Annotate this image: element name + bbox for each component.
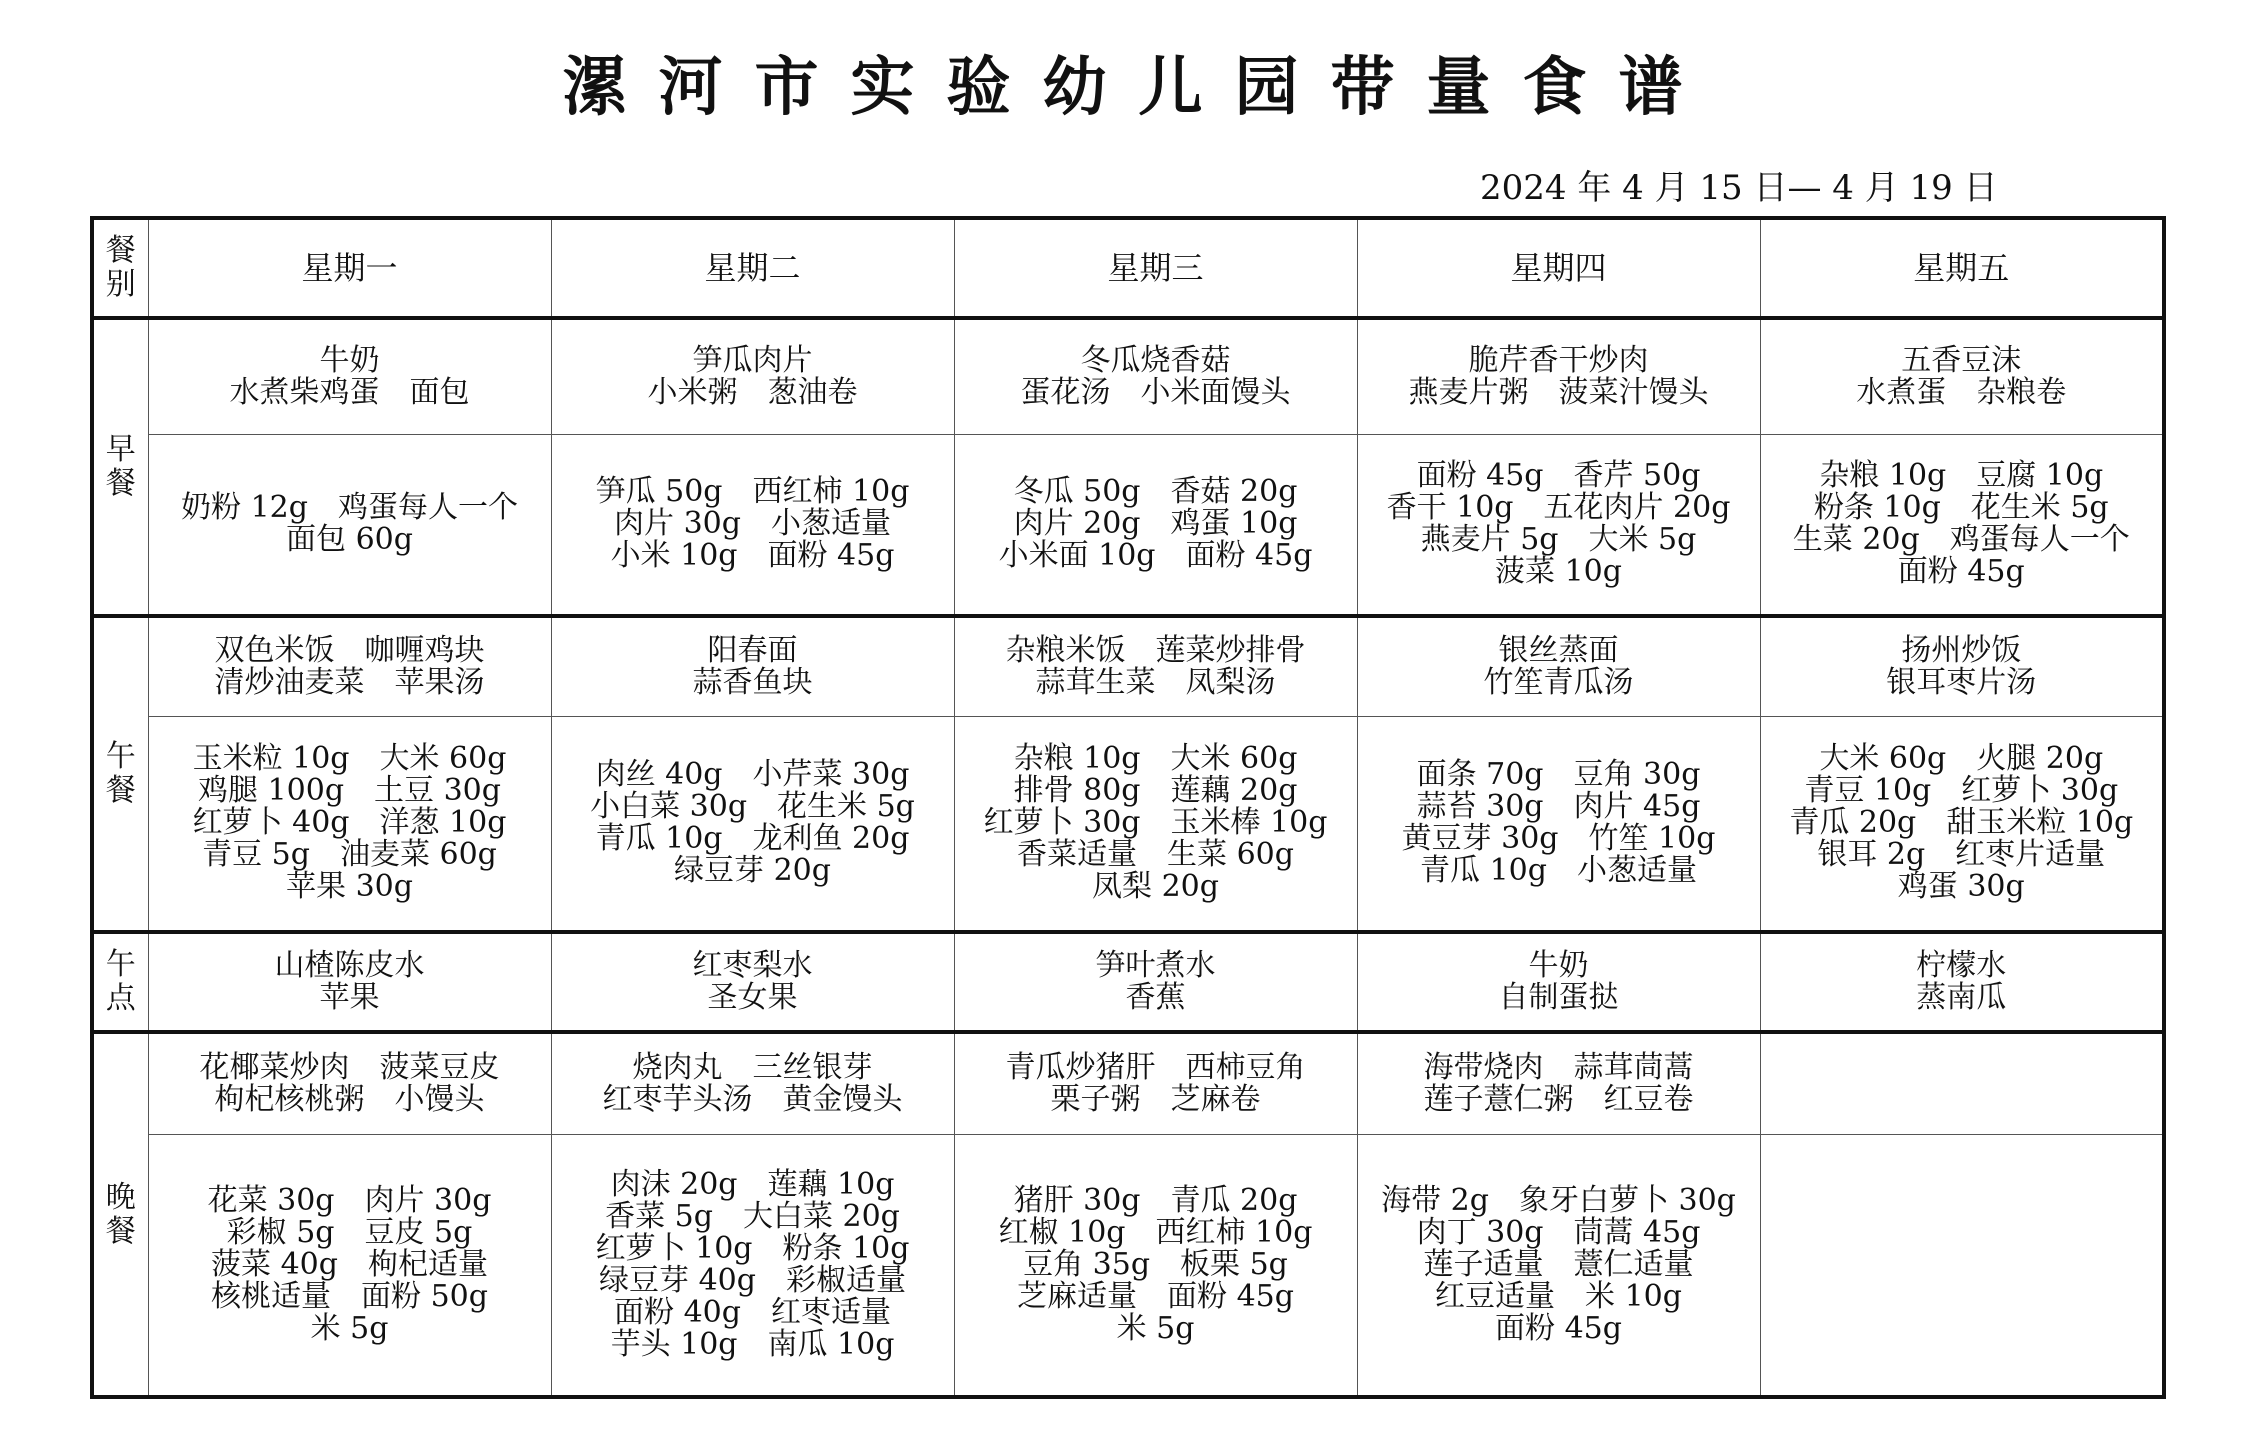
day-header-wednesday: 星期三 — [954, 218, 1357, 318]
ingredient-cell: 花菜 30g 肉片 30g 彩椒 5g 豆皮 5g 菠菜 40g 枸杞适量 核桃适量 面粉 50g 米 5g — [148, 1134, 551, 1397]
ingredient-cell: 面条 70g 豆角 30g 蒜苔 30g 肉片 45g 黄豆芽 30g 竹笙 10g 青瓜 10g 小葱适量 — [1357, 716, 1760, 932]
ingredient-cell: 面粉 45g 香芹 50g 香干 10g 五花肉片 20g 燕麦片 5g 大米 5g 菠菜 10g — [1357, 434, 1760, 616]
dish-cell: 阳春面 蒜香鱼块 — [551, 616, 954, 716]
dish-cell: 柠檬水 蒸南瓜 — [1760, 932, 2164, 1032]
ingredient-cell — [1760, 1134, 2164, 1397]
ingredient-cell: 海带 2g 象牙白萝卜 30g 肉丁 30g 茼蒿 45g 莲子适量 薏仁适量 红豆适量 米 10g 面粉 45g — [1357, 1134, 1760, 1397]
dish-cell: 双色米饭 咖喱鸡块 清炒油麦菜 苹果汤 — [148, 616, 551, 716]
meal-label-snack: 午点 — [92, 932, 148, 1032]
meal-label-dinner: 晚餐 — [92, 1032, 148, 1397]
day-header-tuesday: 星期二 — [551, 218, 954, 318]
breakfast-dishes-row — [92, 318, 2164, 434]
ingredient-cell: 冬瓜 50g 香菇 20g 肉片 20g 鸡蛋 10g 小米面 10g 面粉 45g — [954, 434, 1357, 616]
dish-cell: 扬州炒饭 银耳枣片汤 — [1760, 616, 2164, 716]
dish-cell: 牛奶 水煮柴鸡蛋 面包 — [148, 318, 551, 434]
ingredient-cell: 奶粉 12g 鸡蛋每人一个 面包 60g — [148, 434, 551, 616]
dish-cell: 杂粮米饭 莲菜炒排骨 蒜茸生菜 凤梨汤 — [954, 616, 1357, 716]
dish-cell: 笋叶煮水 香蕉 — [954, 932, 1357, 1032]
dish-cell — [1760, 1032, 2164, 1134]
ingredient-cell: 大米 60g 火腿 20g 青豆 10g 红萝卜 30g 青瓜 20g 甜玉米粒 10g 银耳 2g 红枣片适量 鸡蛋 30g — [1760, 716, 2164, 932]
dish-cell: 红枣梨水 圣女果 — [551, 932, 954, 1032]
dish-cell: 海带烧肉 蒜茸茼蒿 莲子薏仁粥 红豆卷 — [1357, 1032, 1760, 1134]
menu-table — [90, 216, 2166, 1399]
dish-cell: 五香豆沫 水煮蛋 杂粮卷 — [1760, 318, 2164, 434]
dish-cell: 牛奶 自制蛋挞 — [1357, 932, 1760, 1032]
ingredient-cell: 肉沫 20g 莲藕 10g 香菜 5g 大白菜 20g 红萝卜 10g 粉条 10g 绿豆芽 40g 彩椒适量 面粉 40g 红枣适量 芋头 10g 南瓜 10g — [551, 1134, 954, 1397]
dish-cell: 青瓜炒猪肝 西柿豆角 栗子粥 芝麻卷 — [954, 1032, 1357, 1134]
ingredient-cell: 猪肝 30g 青瓜 20g 红椒 10g 西红柿 10g 豆角 35g 板栗 5g 芝麻适量 面粉 45g 米 5g — [954, 1134, 1357, 1397]
day-header-monday: 星期一 — [148, 218, 551, 318]
dish-cell: 银丝蒸面 竹笙青瓜汤 — [1357, 616, 1760, 716]
day-header-friday: 星期五 — [1760, 218, 2164, 318]
dish-cell: 笋瓜肉片 小米粥 葱油卷 — [551, 318, 954, 434]
dinner-dishes-row — [92, 1032, 2164, 1134]
dish-cell: 脆芹香干炒肉 燕麦片粥 菠菜汁馒头 — [1357, 318, 1760, 434]
ingredient-cell: 玉米粒 10g 大米 60g 鸡腿 100g 土豆 30g 红萝卜 40g 洋葱 10g 青豆 5g 油麦菜 60g 苹果 30g — [148, 716, 551, 932]
page-title: 漯河市实验幼儿园带量食谱 — [562, 50, 1715, 125]
lunch-dishes-row — [92, 616, 2164, 716]
dish-cell: 烧肉丸 三丝银芽 红枣芋头汤 黄金馒头 — [551, 1032, 954, 1134]
dish-cell: 山楂陈皮水 苹果 — [148, 932, 551, 1032]
date-range: 2024 年 4 月 15 日— 4 月 19 日 — [1480, 168, 1998, 208]
ingredient-cell: 笋瓜 50g 西红柿 10g 肉片 30g 小葱适量 小米 10g 面粉 45g — [551, 434, 954, 616]
ingredient-cell: 杂粮 10g 豆腐 10g 粉条 10g 花生米 5g 生菜 20g 鸡蛋每人一个 面粉 45g — [1760, 434, 2164, 616]
header-row — [92, 218, 2164, 318]
snack-row — [92, 932, 2164, 1032]
meal-column-header: 餐别 — [92, 218, 148, 318]
ingredient-cell: 杂粮 10g 大米 60g 排骨 80g 莲藕 20g 红萝卜 30g 玉米棒 10g 香菜适量 生菜 60g 凤梨 20g — [954, 716, 1357, 932]
dinner-ingredients-row — [92, 1134, 2164, 1397]
meal-label-breakfast: 早餐 — [92, 318, 148, 616]
ingredient-cell: 肉丝 40g 小芹菜 30g 小白菜 30g 花生米 5g 青瓜 10g 龙利鱼 20g 绿豆芽 20g — [551, 716, 954, 932]
breakfast-ingredients-row — [92, 434, 2164, 616]
lunch-ingredients-row — [92, 716, 2164, 932]
meal-label-lunch: 午餐 — [92, 616, 148, 932]
dish-cell: 冬瓜烧香菇 蛋花汤 小米面馒头 — [954, 318, 1357, 434]
dish-cell: 花椰菜炒肉 菠菜豆皮 枸杞核桃粥 小馒头 — [148, 1032, 551, 1134]
day-header-thursday: 星期四 — [1357, 218, 1760, 318]
